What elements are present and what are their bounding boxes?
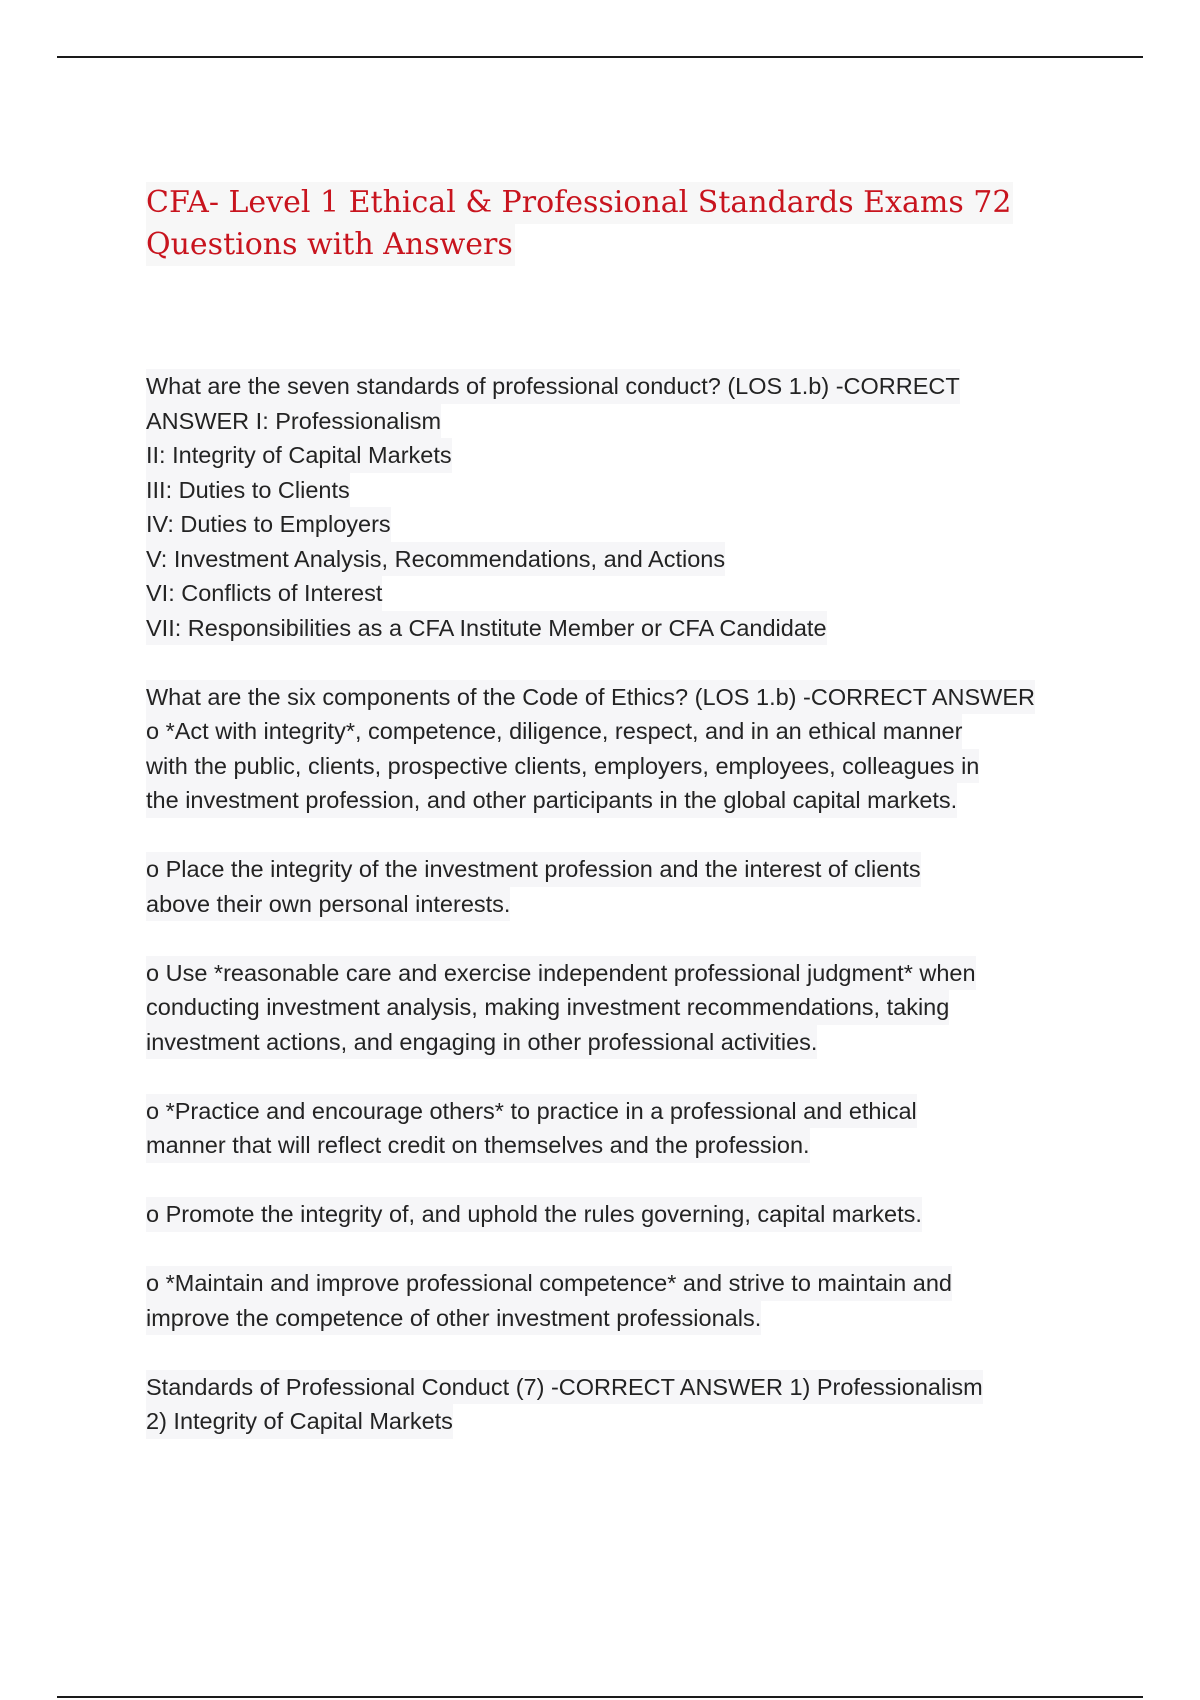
text-line: III: Duties to Clients bbox=[146, 473, 350, 508]
ethics-item-promote bbox=[146, 1197, 1086, 1232]
document-title bbox=[146, 182, 1046, 266]
question-standards-of-conduct bbox=[146, 1370, 1086, 1439]
footer-rule bbox=[57, 1696, 1143, 1698]
question-seven-standards bbox=[146, 369, 1086, 645]
text-line: investment actions, and engaging in other professional activities. bbox=[146, 1025, 817, 1060]
text-line: IV: Duties to Employers bbox=[146, 507, 391, 542]
ethics-item-integrity bbox=[146, 852, 1086, 921]
text-line: ANSWER I: Professionalism bbox=[146, 404, 441, 439]
text-line: o *Act with integrity*, competence, diligence, respect, and in an ethical manner bbox=[146, 714, 962, 749]
text-line: 2) Integrity of Capital Markets bbox=[146, 1404, 453, 1439]
ethics-item-reasonable-care bbox=[146, 956, 1086, 1060]
text-line: o Use *reasonable care and exercise independent professional judgment* when bbox=[146, 956, 976, 991]
text-line: VII: Responsibilities as a CFA Institute Member or CFA Candidate bbox=[146, 611, 827, 646]
text-line: What are the seven standards of professional conduct? (LOS 1.b) -CORRECT bbox=[146, 369, 960, 404]
text-line: above their own personal interests. bbox=[146, 887, 510, 922]
text-line: o Promote the integrity of, and uphold the rules governing, capital markets. bbox=[146, 1197, 922, 1232]
title-line: Questions with Answers bbox=[146, 224, 515, 266]
text-line: improve the competence of other investment professionals. bbox=[146, 1301, 761, 1336]
title-line: CFA- Level 1 Ethical & Professional Standards Exams 72 bbox=[146, 182, 1013, 224]
text-line: o Place the integrity of the investment profession and the interest of clients bbox=[146, 852, 921, 887]
ethics-item-practice bbox=[146, 1094, 1086, 1163]
text-line: Standards of Professional Conduct (7) -CORRECT ANSWER 1) Professionalism bbox=[146, 1370, 983, 1405]
text-line: with the public, clients, prospective clients, employers, employees, colleagues in bbox=[146, 749, 979, 784]
text-line: manner that will reflect credit on themselves and the profession. bbox=[146, 1128, 810, 1163]
text-line: II: Integrity of Capital Markets bbox=[146, 438, 452, 473]
header-rule bbox=[57, 56, 1143, 58]
text-line: o *Maintain and improve professional competence* and strive to maintain and bbox=[146, 1266, 952, 1301]
text-line: the investment profession, and other participants in the global capital markets. bbox=[146, 783, 957, 818]
document-body bbox=[146, 369, 1086, 1439]
text-line: o *Practice and encourage others* to practice in a professional and ethical bbox=[146, 1094, 917, 1129]
question-code-of-ethics bbox=[146, 680, 1086, 818]
text-line: V: Investment Analysis, Recommendations, and Actions bbox=[146, 542, 725, 577]
text-line: What are the six components of the Code of Ethics? (LOS 1.b) -CORRECT ANSWER bbox=[146, 680, 1035, 715]
text-line: VI: Conflicts of Interest bbox=[146, 576, 382, 611]
ethics-item-competence bbox=[146, 1266, 1086, 1335]
text-line: conducting investment analysis, making investment recommendations, taking bbox=[146, 990, 949, 1025]
